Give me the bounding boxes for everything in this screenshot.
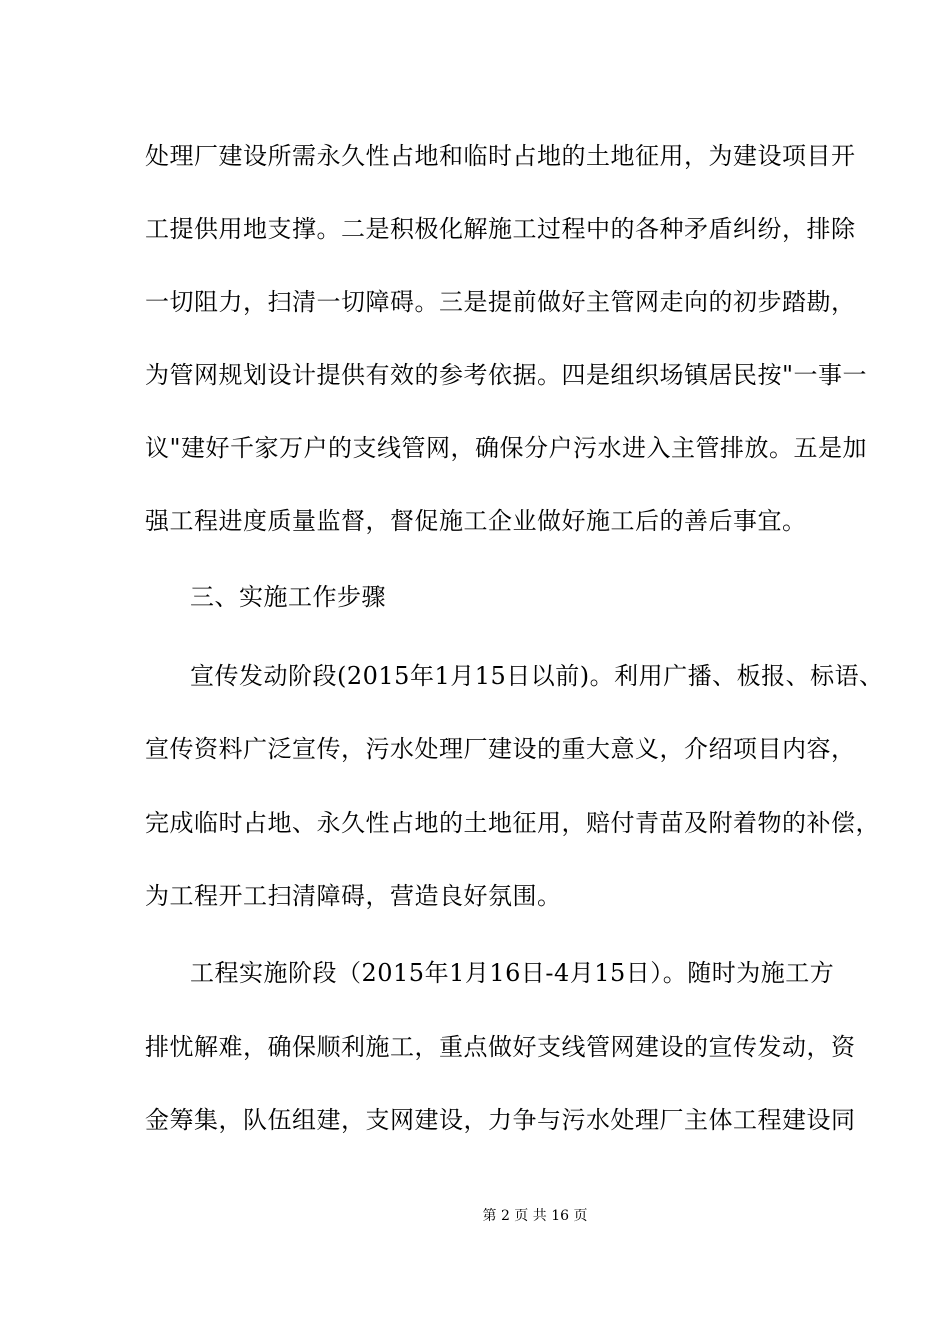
body-text-line: 强工程进度质量监督，督促施工企业做好施工后的善后事宜。 bbox=[145, 507, 807, 535]
body-text-line: 完成临时占地、永久性占地的土地征用，赔付青苗及附着物的补偿， bbox=[145, 809, 880, 837]
page-footer: 第 2 页 共 16 页 bbox=[482, 1208, 588, 1224]
body-text-line: 工程实施阶段（2015年1月16日-4月15日）。随时为施工方 bbox=[190, 959, 835, 987]
body-text-line: 为工程开工扫清障碍，营造良好氛围。 bbox=[145, 882, 562, 910]
body-text-line: 为管网规划设计提供有效的参考依据。四是组织场镇居民按"一事一 bbox=[145, 361, 868, 389]
body-text-line: 议"建好千家万户的支线管网，确保分户污水进入主管排放。五是加 bbox=[145, 434, 868, 462]
section-heading: 三、实施工作步骤 bbox=[190, 583, 386, 611]
body-text-line: 工提供用地支撑。二是积极化解施工过程中的各种矛盾纠纷，排除 bbox=[145, 215, 856, 243]
body-text-line: 宣传发动阶段(2015年1月15日以前)。利用广播、板报、标语、 bbox=[190, 662, 884, 690]
body-text-line: 金筹集，队伍组建，支网建设，力争与污水处理厂主体工程建设同 bbox=[145, 1106, 856, 1134]
body-text-line: 一切阻力，扫清一切障碍。三是提前做好主管网走向的初步踏勘， bbox=[145, 288, 856, 316]
body-text-line: 宣传资料广泛宣传，污水处理厂建设的重大意义，介绍项目内容， bbox=[145, 735, 856, 763]
body-text-line: 排忧解难，确保顺利施工，重点做好支线管网建设的宣传发动，资 bbox=[145, 1033, 856, 1061]
body-text-line: 处理厂建设所需永久性占地和临时占地的土地征用，为建设项目开 bbox=[145, 142, 856, 170]
